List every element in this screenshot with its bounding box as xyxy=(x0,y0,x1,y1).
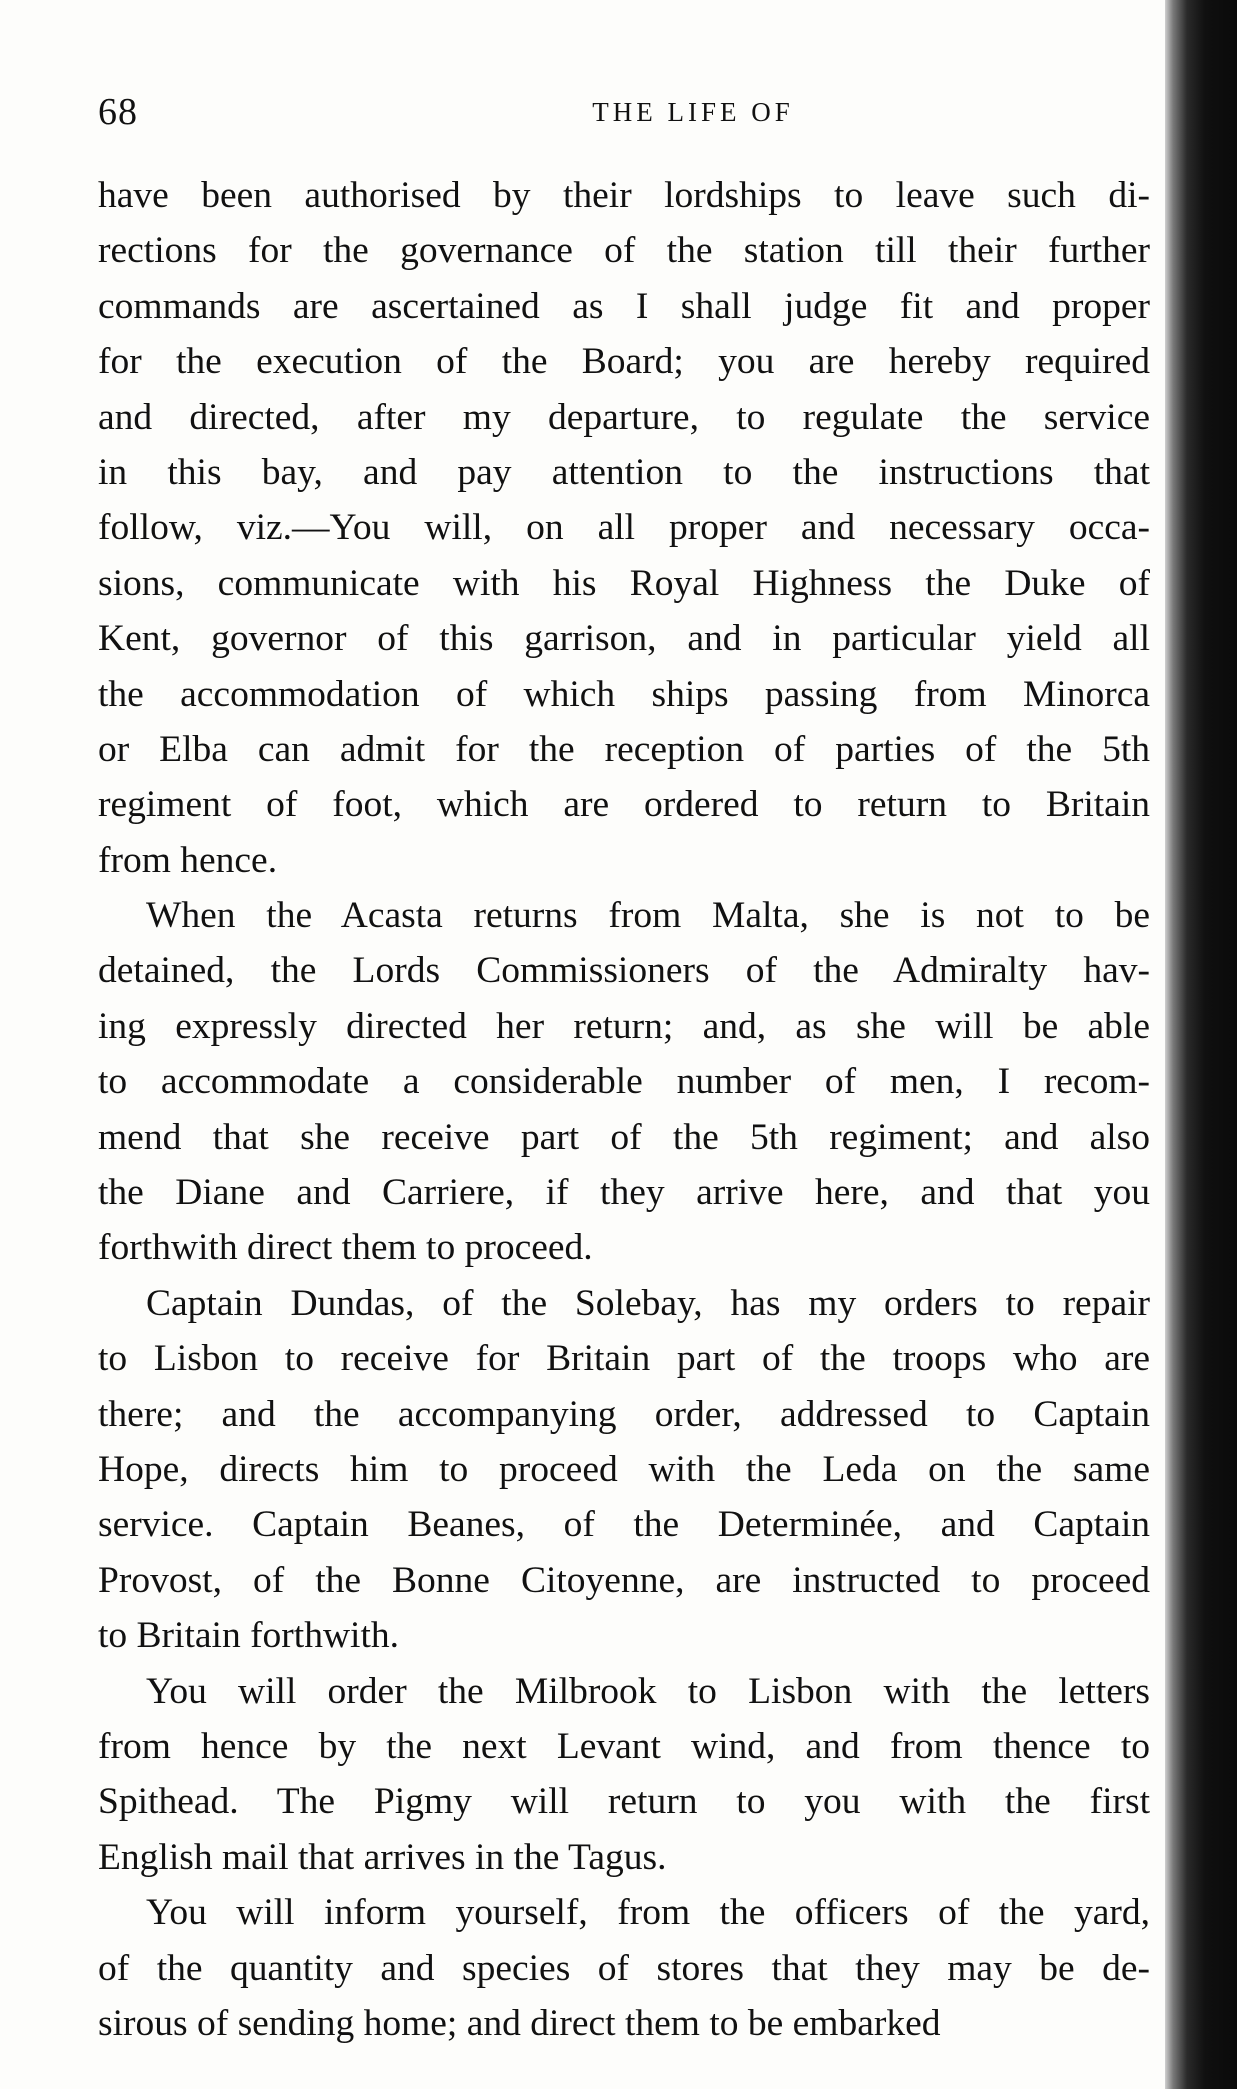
text-line: You will inform yourself, from the officers of the yard, xyxy=(146,1892,1150,1934)
text-line: the accommodation of which ships passing from Minorca xyxy=(98,673,1150,715)
paragraph xyxy=(98,168,1150,888)
paragraph xyxy=(98,1664,1150,1886)
paragraph xyxy=(98,1276,1150,1664)
text-line: mend that she receive part of the 5th regiment; and also xyxy=(98,1116,1150,1158)
text-line: the Diane and Carriere, if they arrive here, and that you xyxy=(98,1172,1150,1214)
text-line: from hence by the next Levant wind, and from thence to xyxy=(98,1725,1150,1767)
text-line: to Lisbon to receive for Britain part of the troops who are xyxy=(98,1338,1150,1380)
text-line: Kent, governor of this garrison, and in particular yield all xyxy=(98,618,1150,660)
text-line: and directed, after my departure, to regulate the service xyxy=(98,396,1150,438)
text-line: from hence. xyxy=(98,839,278,881)
text-line: in this bay, and pay attention to the instructions that xyxy=(98,451,1150,493)
text-line: forthwith direct them to proceed. xyxy=(98,1227,593,1269)
text-line: or Elba can admit for the reception of parties of the 5th xyxy=(98,728,1150,770)
text-line: there; and the accompanying order, addressed to Captain xyxy=(98,1393,1150,1435)
text-line: Spithead. The Pigmy will return to you with the first xyxy=(98,1781,1150,1823)
text-line: sions, communicate with his Royal Highness the Duke of xyxy=(98,562,1150,604)
text-line: ing expressly directed her return; and, as she will be able xyxy=(98,1005,1150,1047)
paragraph xyxy=(98,1885,1150,2051)
text-line: English mail that arrives in the Tagus. xyxy=(98,1836,667,1878)
text-line: have been authorised by their lordships to leave such di- xyxy=(98,175,1150,216)
text-line: commands are ascertained as I shall judge fit and proper xyxy=(98,285,1150,327)
text-line: Hope, directs him to proceed with the Leda on the same xyxy=(98,1448,1150,1490)
text-line: Provost, of the Bonne Citoyenne, are instructed to proceed xyxy=(98,1559,1150,1601)
text-line: When the Acasta returns from Malta, she is not to be xyxy=(146,895,1150,937)
running-title: THE LIFE OF xyxy=(592,97,794,127)
text-line: You will order the Milbrook to Lisbon with the letters xyxy=(146,1670,1150,1712)
text-line: Captain Dundas, of the Solebay, has my orders to repair xyxy=(146,1282,1150,1324)
running-head xyxy=(98,92,1168,132)
text-line: follow, viz.—You will, on all proper and necessary occa- xyxy=(98,507,1150,549)
text-line: rections for the governance of the station till their further xyxy=(98,230,1150,272)
paragraph xyxy=(98,888,1150,1276)
text-line: to Britain forthwith. xyxy=(98,1615,400,1657)
page-gutter-shadow xyxy=(1165,0,1237,2089)
text-line: sirous of sending home; and direct them to be embarked xyxy=(98,2002,941,2044)
body-text xyxy=(98,168,1150,2051)
text-line: regiment of foot, which are ordered to return to Britain xyxy=(98,784,1150,826)
page-number: 68 xyxy=(98,91,138,133)
text-line: for the execution of the Board; you are hereby required xyxy=(98,341,1150,383)
text-line: service. Captain Beanes, of the Determinée, and Captain xyxy=(98,1504,1150,1546)
text-line: detained, the Lords Commissioners of the Admiralty hav- xyxy=(98,950,1150,992)
text-line: to accommodate a considerable number of men, I recom- xyxy=(98,1061,1150,1103)
text-line: of the quantity and species of stores that they may be de- xyxy=(98,1947,1150,1989)
